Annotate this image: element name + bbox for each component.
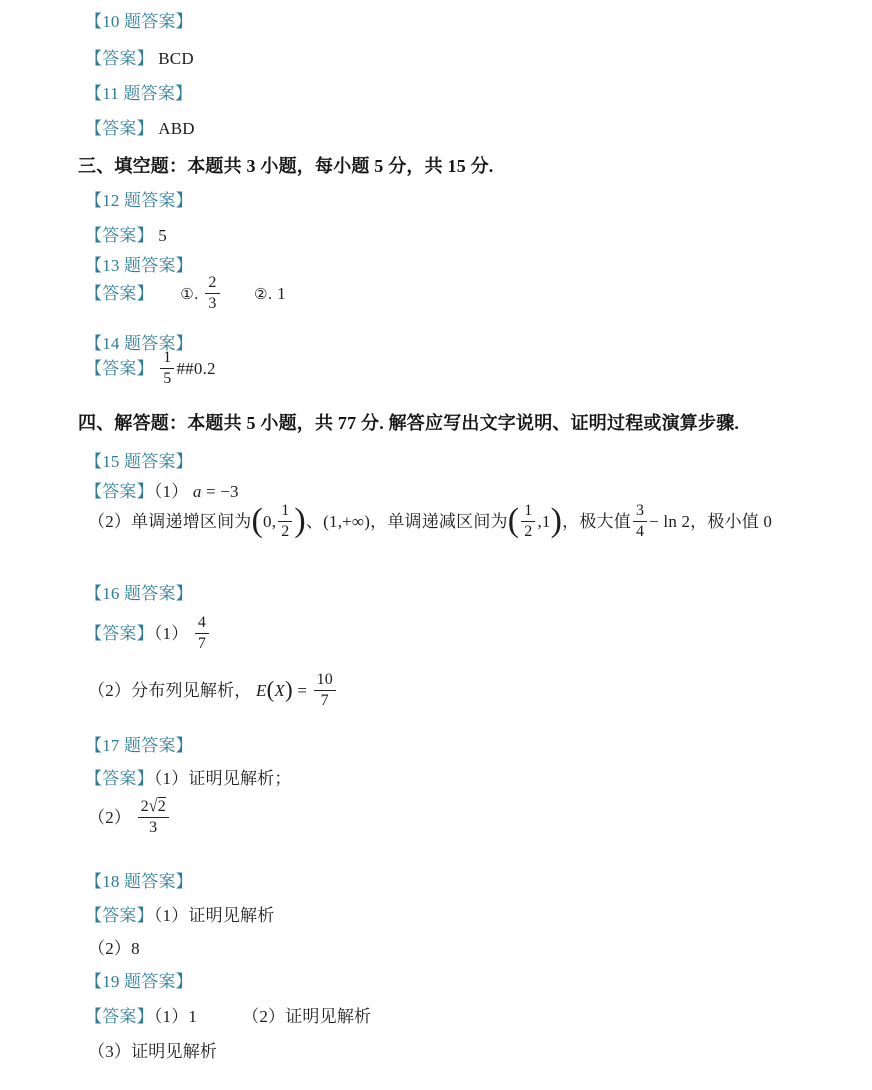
item2-label: ②. bbox=[254, 284, 273, 303]
fraction-4-7 bbox=[195, 614, 209, 654]
fraction-10-7 bbox=[314, 671, 336, 711]
part1a-text: （1）1 bbox=[153, 1007, 198, 1026]
answer-line-q19-part1 bbox=[85, 1002, 371, 1027]
answer-label: 【答案】 bbox=[85, 358, 154, 378]
part2-text4: − ln 2 bbox=[649, 511, 691, 531]
math-eq: = −3 bbox=[206, 482, 239, 501]
answer-line-q13 bbox=[85, 275, 286, 315]
part1-label: （1） bbox=[153, 906, 189, 925]
answer-line-q11 bbox=[85, 114, 195, 139]
answer-label: 【答案】 bbox=[85, 482, 154, 501]
marker-q18: 【18 题答案】 bbox=[85, 872, 193, 891]
interval2-post: ,1 bbox=[537, 511, 551, 531]
part2-label: （2） bbox=[88, 511, 132, 531]
part1-label: （1） bbox=[153, 769, 189, 788]
fraction-2sqrt2-3 bbox=[138, 798, 169, 838]
part1-label: （1） bbox=[153, 623, 189, 643]
fraction-denominator: 2 bbox=[281, 523, 290, 541]
answer-label: 【答案】 bbox=[85, 49, 154, 68]
part2-label: （2） bbox=[88, 807, 132, 827]
part2-label: （2） bbox=[88, 680, 132, 700]
answer-line-q18-part1 bbox=[85, 901, 274, 926]
answer-label: 【答案】 bbox=[85, 769, 154, 788]
answer-label: 【答案】 bbox=[85, 283, 154, 303]
math-var-X: X bbox=[274, 680, 286, 700]
sqrt-expression bbox=[149, 798, 166, 815]
fraction-numerator bbox=[138, 798, 169, 818]
fraction-numerator: 1 bbox=[521, 502, 535, 522]
answer-line-q10 bbox=[85, 44, 194, 69]
part2-text2: 、(1,+∞)，单调递减区间为 bbox=[305, 511, 508, 531]
marker-q15: 【15 题答案】 bbox=[85, 452, 193, 471]
marker-q14: 【14 题答案】 bbox=[85, 334, 193, 353]
fraction-numerator: 2 bbox=[205, 274, 219, 294]
section-heading-solution: 四、解答题：本题共 5 小题，共 77 分. 解答应写出文字说明、证明过程或演算步骤. bbox=[78, 413, 740, 433]
fraction-denominator: 7 bbox=[197, 635, 207, 653]
fraction-1-2 bbox=[278, 502, 292, 542]
fraction-denominator: 4 bbox=[635, 523, 645, 541]
answer-line-q17-part2 bbox=[88, 796, 171, 839]
answer-label: 【答案】 bbox=[85, 623, 154, 643]
part2-text: 分布列见解析， bbox=[131, 680, 252, 700]
coefficient: 2 bbox=[140, 798, 149, 815]
section-heading-fill-in: 三、填空题：本题共 3 小题，每小题 5 分，共 15 分. bbox=[78, 156, 494, 176]
math-var-a: a bbox=[192, 482, 202, 501]
part2-text1: 单调递增区间为 bbox=[131, 511, 252, 531]
radical-icon: √ bbox=[148, 796, 158, 817]
marker-q17: 【17 题答案】 bbox=[85, 736, 193, 755]
answer-value-q12: 5 bbox=[158, 226, 167, 245]
part1b-text: （2）证明见解析 bbox=[242, 1007, 372, 1026]
item2-value: 1 bbox=[277, 283, 286, 303]
item1-label: ①. bbox=[180, 284, 199, 303]
fraction-2-3 bbox=[205, 274, 219, 314]
answer-line-q16-part1 bbox=[85, 615, 211, 655]
answer-label: 【答案】 bbox=[85, 906, 154, 925]
interval1-pre: 0, bbox=[263, 511, 277, 531]
fraction-1-5 bbox=[160, 349, 174, 389]
fraction-3-4 bbox=[633, 502, 647, 542]
fraction-numerator: 3 bbox=[633, 502, 647, 522]
fraction-denominator: 3 bbox=[149, 819, 158, 837]
part2-text3: ，极大值 bbox=[562, 511, 631, 531]
part2-text5: ，极小值 0 bbox=[690, 511, 773, 531]
part2-text: （2）8 bbox=[88, 939, 140, 958]
part3-text: （3）证明见解析 bbox=[88, 1042, 218, 1061]
answer-value-q11: ABD bbox=[158, 119, 195, 138]
answer-label: 【答案】 bbox=[85, 1007, 154, 1026]
marker-q16: 【16 题答案】 bbox=[85, 584, 193, 603]
fraction-numerator: 1 bbox=[278, 502, 292, 522]
math-eq: = bbox=[297, 680, 308, 700]
fraction-denominator: 5 bbox=[163, 370, 172, 388]
answer-line-q18-part2 bbox=[88, 934, 140, 959]
answer-line-q16-part2: （2）分布列见解析， E(X) = $\frac{10}{7}$ bbox=[88, 672, 338, 712]
radicand: 2 bbox=[157, 798, 166, 815]
answer-label: 【答案】 bbox=[85, 226, 154, 245]
fraction-numerator: 10 bbox=[314, 671, 336, 691]
part1-text: 证明见解析； bbox=[188, 769, 292, 788]
answer-line-q15-part1 bbox=[85, 477, 239, 502]
answer-suffix: ##0.2 bbox=[176, 358, 216, 378]
fraction-denominator: 2 bbox=[524, 523, 533, 541]
marker-q10: 【10 题答案】 bbox=[85, 12, 193, 31]
answer-line-q19-part3 bbox=[88, 1037, 217, 1062]
answer-line-q15-part2: （2）单调递增区间为(0, $\frac{1}{2}$ )、(1,+∞)，单调递减区间为( $\frac{1}{2}$ ,1)，极大值 $\frac{3}{4}$ − ln 2，极小值 0 bbox=[88, 501, 773, 541]
fraction-denominator: 3 bbox=[208, 295, 217, 313]
fraction-denominator: 7 bbox=[320, 692, 329, 710]
marker-q13: 【13 题答案】 bbox=[85, 256, 193, 275]
answer-value-q10: BCD bbox=[158, 49, 194, 68]
fraction-numerator: 4 bbox=[195, 614, 209, 634]
marker-q11: 【11 题答案】 bbox=[85, 84, 193, 103]
fraction-1-2 bbox=[521, 502, 535, 542]
answer-line-q17-part1 bbox=[85, 764, 292, 789]
part1-text: 证明见解析 bbox=[188, 906, 275, 925]
answer-line-q12 bbox=[85, 221, 167, 246]
part1-label: （1） bbox=[153, 482, 189, 501]
answer-line-q14 bbox=[85, 350, 216, 390]
marker-q19: 【19 题答案】 bbox=[85, 972, 193, 991]
marker-q12: 【12 题答案】 bbox=[85, 191, 193, 210]
fraction-numerator: 1 bbox=[160, 349, 174, 369]
math-var-E: E bbox=[255, 680, 267, 700]
answer-label: 【答案】 bbox=[85, 119, 154, 138]
